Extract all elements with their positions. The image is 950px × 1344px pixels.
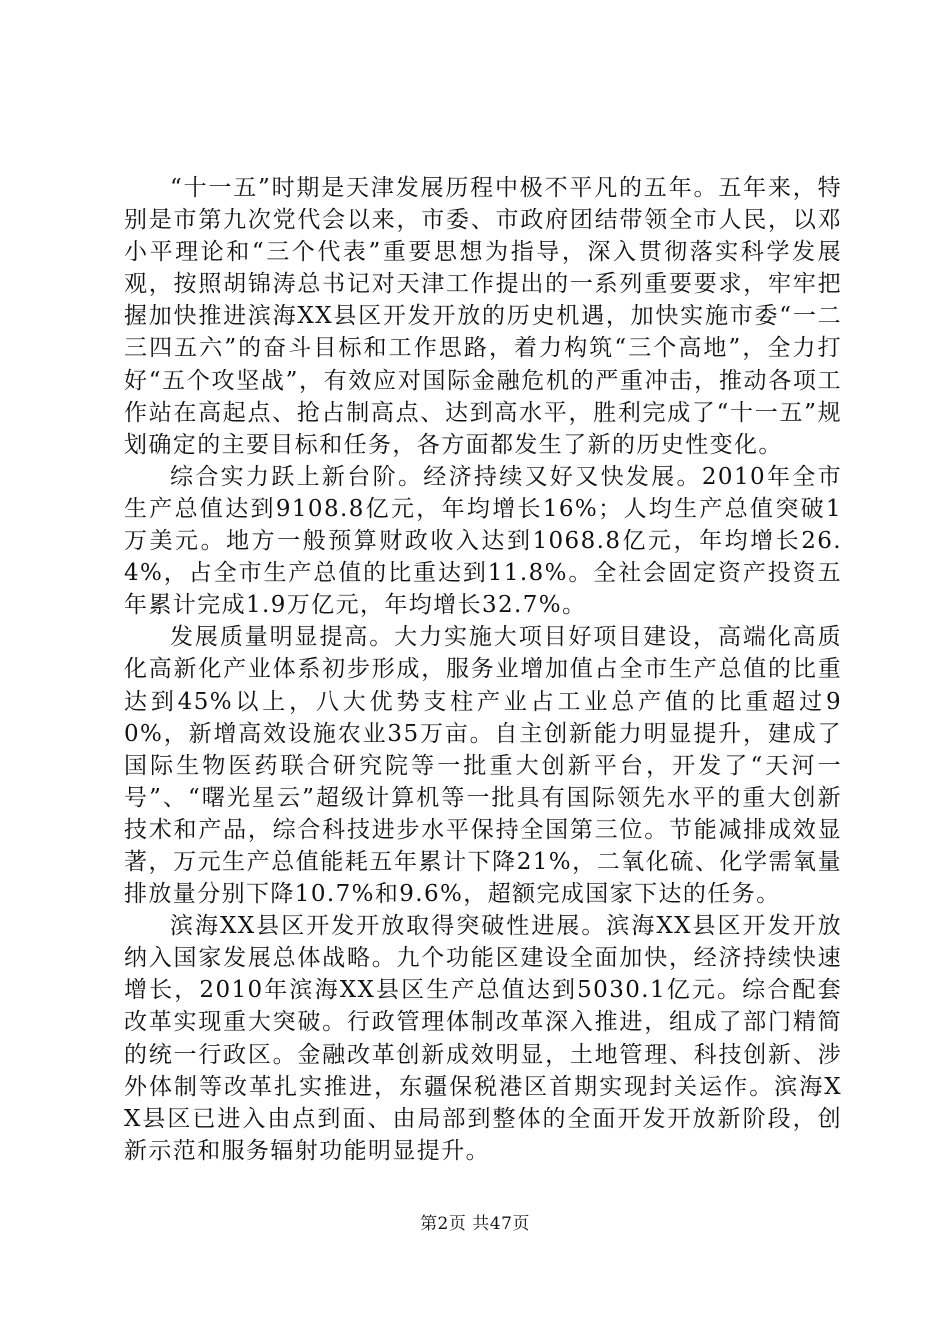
- paragraph-comprehensive-strength: 综合实力跃上新台阶。经济持续又好又快发展。2010年全市生产总值达到9108.8亿元，年均增长16%；人均生产总值突破1万美元。地方一般预算财政收入达到1068.8亿元，年均增长26.4%，占全市生产总值的比重达到11.8%。全社会固定资产投资五年累计完成1.9万亿元，年均增长32.7%。: [124, 463, 842, 619]
- paragraph-intro: “十一五”时期是天津发展历程中极不平凡的五年。五年来，特别是市第九次党代会以来，市委、市政府团结带领全市人民，以邓小平理论和“三个代表”重要思想为指导，深入贯彻落实科学发展观，按照胡锦涛总书记对天津工作提出的一系列重要要求，牢牢把握加快推进滨海XX县区开发开放的历史机遇，加快实施市委“一二三四五六”的奋斗目标和工作思路，着力构筑“三个高地”，全力打好“五个攻坚战”，有效应对国际金融危机的严重冲击，推动各项工作站在高起点、抢占制高点、达到高水平，胜利完成了“十一五”规划确定的主要目标和任务，各方面都发生了新的历史性变化。: [124, 175, 842, 458]
- paragraph-development-quality: 发展质量明显提高。大力实施大项目好项目建设，高端化高质化高新化产业体系初步形成，服务业增加值占全市生产总值的比重达到45%以上，八大优势支柱产业占工业总产值的比重超过90%，新增高效设施农业35万亩。自主创新能力明显提升，建成了国际生物医药联合研究院等一批重大创新平台，开发了“天河一号”、“曙光星云”超级计算机等一批具有国际领先水平的重大创新技术和产品，综合科技进步水平保持全国第三位。节能减排成效显著，万元生产总值能耗五年累计下降21%，二氧化硫、化学需氧量排放量分别下降10.7%和9.6%，超额完成国家下达的任务。: [124, 624, 842, 908]
- page-footer: 第2页 共47页: [420, 1214, 530, 1234]
- document-body: [124, 172, 842, 1167]
- paragraph-binhai-development: 滨海XX县区开发开放取得突破性进展。滨海XX县区开发开放纳入国家发展总体战略。九个功能区建设全面加快，经济持续快速增长，2010年滨海XX县区生产总值达到5030.1亿元。综合配套改革实现重大突破。行政管理体制改革深入推进，组成了部门精简的统一行政区。金融改革创新成效明显，土地管理、科技创新、涉外体制等改革扎实推进，东疆保税港区首期实现封关运作。滨海XX县区已进入由点到面、由局部到整体的全面开发开放新阶段，创新示范和服务辐射功能明显提升。: [124, 913, 842, 1164]
